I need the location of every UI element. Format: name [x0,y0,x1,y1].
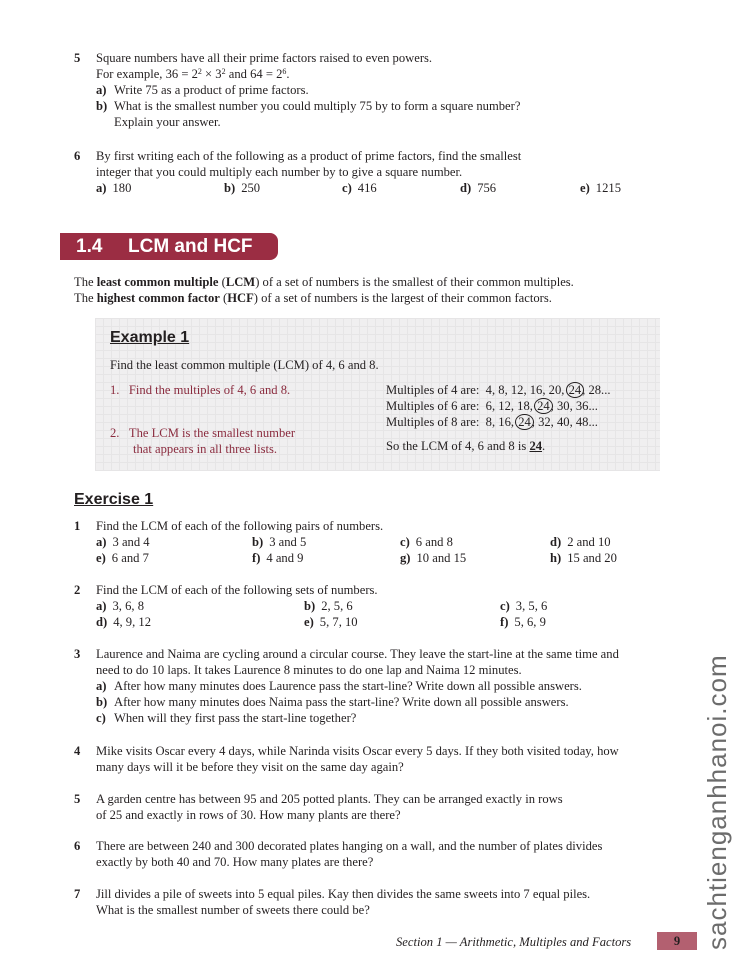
lcm-definition: The least common multiple (LCM) of a set of numbers is the smallest of their common multiples. [74,275,574,289]
question-text: A garden centre has between 95 and 205 potted plants. They can be arranged exactly in rows [96,792,563,806]
part-b-continued: Explain your answer. [114,115,221,129]
question-text: There are between 240 and 300 decorated plates hanging on a wall, and the number of plates divides [96,839,603,853]
part: a) 3 and 4 [96,535,150,549]
question-text: Find the LCM of each of the following sets of numbers. [96,583,378,597]
question-6-square-multiplier [74,148,674,196]
parts-row [96,550,674,566]
part: e) 6 and 7 [96,551,149,565]
part: c) 3, 5, 6 [500,599,548,613]
page-footer: Section 1 — Arithmetic, Multiples and Factors [396,935,632,949]
part-c: c) When will they first pass the start-line together? [96,711,357,725]
part: h) 15 and 20 [550,551,617,565]
part: b) 2, 5, 6 [304,599,353,613]
question-number: 6 [74,149,81,163]
part-a: a) Write 75 as a product of prime factors. [96,83,309,97]
question-number: 5 [74,792,81,806]
question-text: Find the LCM of each of the following pairs of numbers. [96,519,384,533]
example-answer: So the LCM of 4, 6 and 8 is 24. [386,439,546,453]
exercise-question-6 [74,838,674,870]
part: c) 6 and 8 [400,535,453,549]
section-heading [60,233,278,260]
question-text-continued: exactly by both 40 and 70. How many plates are there? [96,855,374,869]
circled-common-multiple: 24 [534,398,553,414]
question-text-continued: many days will it be before they visit on the same day again? [96,760,404,774]
part: d) 2 and 10 [550,535,611,549]
question-number: 6 [74,839,81,853]
exercise-question-3 [74,646,674,726]
exercise-question-1 [74,518,674,566]
example-step-2-continued: that appears in all three lists. [133,442,278,456]
parts-row [96,534,674,550]
question-text-continued: What is the smallest number of sweets there could be? [96,903,370,917]
example-prompt: Find the least common multiple (LCM) of 4, 6 and 8. [110,358,379,372]
part: f) 5, 6, 9 [500,615,546,629]
part-b: b) What is the smallest number you could multiply 75 by to form a square number? [96,99,521,113]
question-text-continued: need to do 10 laps. It takes Laurence 8 minutes to do one lap and Naima 12 minutes. [96,663,522,677]
hcf-definition: The highest common factor (HCF) of a set of numbers is the largest of their common factors. [74,291,552,305]
multiples-of-6: Multiples of 6 are: 6, 12, 18, 24, 30, 36... [386,399,598,413]
circled-common-multiple: 24 [566,382,585,398]
question-text-continued: integer that you could multiply each number by to give a square number. [96,165,463,179]
question-number: 5 [74,51,81,65]
parts-row [96,614,674,630]
question-number: 3 [74,647,81,661]
part: a) 180 [96,181,132,195]
exercise-question-5 [74,791,674,823]
question-text: Mike visits Oscar every 4 days, while Narinda visits Oscar every 5 days. If they both visited today, how [96,744,619,758]
part: d) 756 [460,181,497,195]
multiples-of-4: Multiples of 4 are: 4, 8, 12, 16, 20, 24, 28... [386,383,611,397]
part: e) 1215 [580,181,621,195]
question-text-continued: of 25 and exactly in rows of 30. How many plants are there? [96,808,401,822]
part-a: a) After how many minutes does Laurence pass the start-line? Write down all possible answers. [96,679,582,693]
question-text: Square numbers have all their prime factors raised to even powers. [96,51,433,65]
question-text: By first writing each of the following as a product of prime factors, find the smallest [96,149,522,163]
part: f) 4 and 9 [252,551,304,565]
part: b) 3 and 5 [252,535,307,549]
part-b: b) After how many minutes does Naima pass the start-line? Write down all possible answers. [96,695,569,709]
circled-common-multiple: 24 [515,414,534,430]
question-text: Jill divides a pile of sweets into 5 equal piles. Kay then divides the same sweets into 7 equal piles. [96,887,591,901]
question-text: Laurence and Naima are cycling around a circular course. They leave the start-line at the same time and [96,647,619,661]
part: g) 10 and 15 [400,551,467,565]
section-number: 1.4 [76,236,103,257]
example-step-1: 1. Find the multiples of 4, 6 and 8. [110,383,291,397]
page-number: 9 [657,932,697,950]
part: d) 4, 9, 12 [96,615,151,629]
exercise-question-7 [74,886,674,918]
watermark: sachtienganhhanoi.com [702,654,732,950]
example-step-2: 2. The LCM is the smallest number [110,426,296,440]
part: c) 416 [342,181,377,195]
question-number: 7 [74,887,81,901]
section-title: LCM and HCF [128,236,253,257]
example-title: Example 1 [110,329,190,346]
part: e) 5, 7, 10 [304,615,358,629]
parts-row [96,180,674,196]
part: a) 3, 6, 8 [96,599,144,613]
exercise-question-4 [74,743,674,775]
question-number: 2 [74,583,81,597]
parts-row [96,598,674,614]
part: b) 250 [224,181,261,195]
exercise-title: Exercise 1 [74,491,154,508]
exercise-question-2 [74,582,674,630]
multiples-of-8: Multiples of 8 are: 8, 16, 24, 32, 40, 48... [386,415,598,429]
example-line: For example, $36 = 2^2 \times 3^2$ and $64 = 2^6$. [96,67,290,81]
question-number: 1 [74,519,81,533]
question-number: 4 [74,744,81,758]
question-5-square-numbers [74,50,674,130]
